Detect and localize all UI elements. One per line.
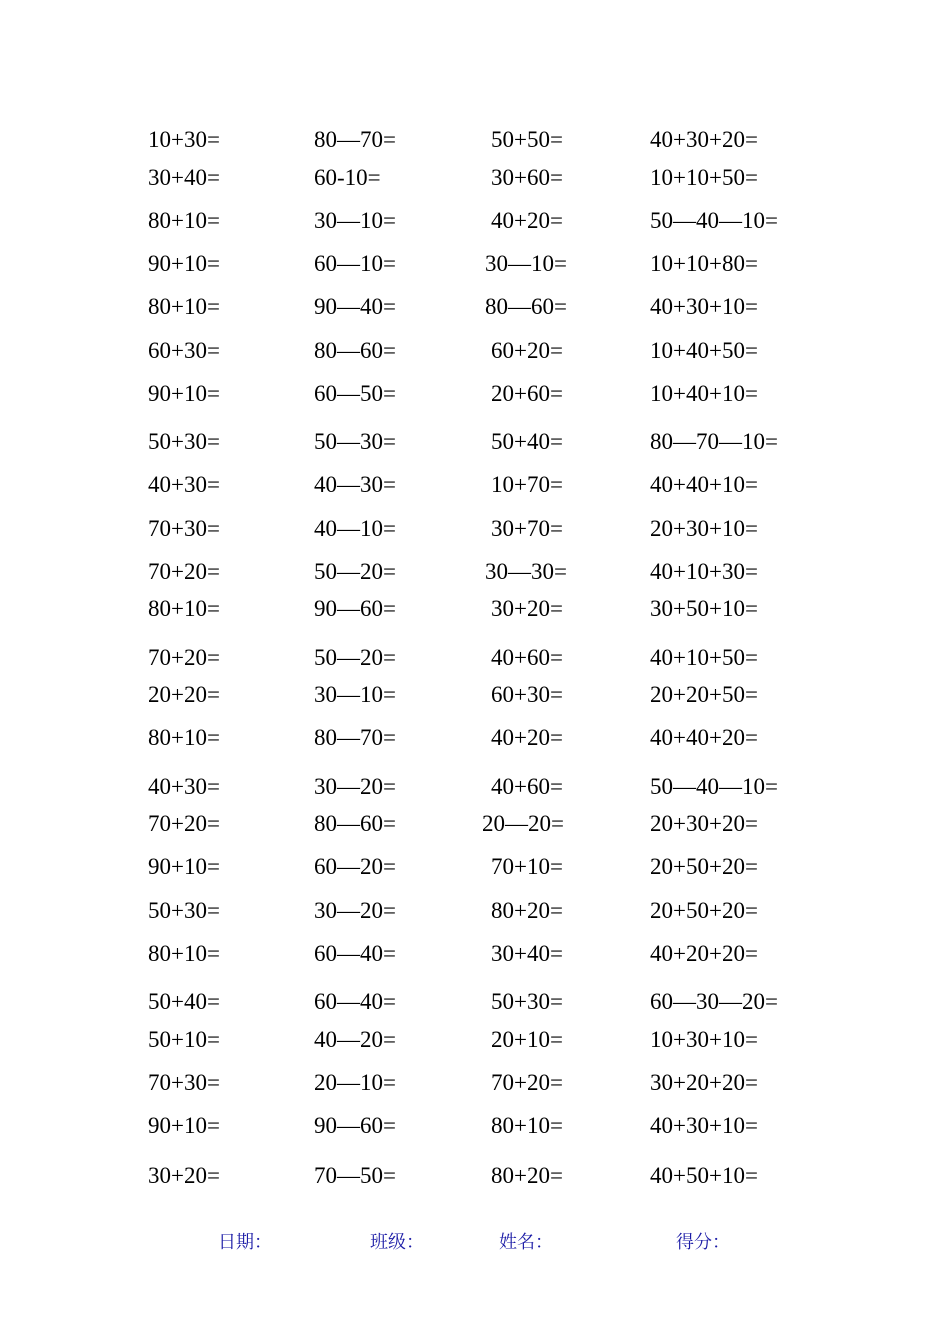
problem-cell: 70—50=	[314, 1163, 396, 1188]
problem-row	[0, 379, 950, 409]
problem-cell: 10+10+50=	[650, 165, 758, 190]
problem-cell: 80—70—10=	[650, 429, 778, 454]
problem-cell: 90—60=	[314, 1113, 396, 1138]
problem-cell: 40+50+10=	[650, 1163, 758, 1188]
problem-cell: 20—10=	[314, 1070, 396, 1095]
problem-cell: 70+20=	[491, 1070, 563, 1095]
problem-cell: 30+20=	[148, 1163, 220, 1188]
problem-cell: 70+10=	[491, 854, 563, 879]
problem-cell: 90+10=	[148, 251, 220, 276]
problem-cell: 30—30=	[485, 559, 567, 584]
problem-cell: 10+30+10=	[650, 1027, 758, 1052]
problem-row	[0, 809, 950, 839]
problem-row	[0, 772, 950, 802]
problem-cell: 40+30+20=	[650, 127, 758, 152]
problem-cell: 80—70=	[314, 127, 396, 152]
problem-cell: 30—20=	[314, 774, 396, 799]
problem-cell: 40+40+10=	[650, 472, 758, 497]
problem-row	[0, 594, 950, 624]
problem-row	[0, 336, 950, 366]
problem-cell: 50—30=	[314, 429, 396, 454]
problem-row	[0, 292, 950, 322]
problem-cell: 80+10=	[148, 294, 220, 319]
problem-cell: 40+30=	[148, 774, 220, 799]
problem-cell: 50+30=	[148, 898, 220, 923]
problem-cell: 40+10+50=	[650, 645, 758, 670]
problem-cell: 80—60=	[485, 294, 567, 319]
problem-cell: 20+50+20=	[650, 854, 758, 879]
problem-cell: 50—40—10=	[650, 208, 778, 233]
problem-cell: 50+50=	[491, 127, 563, 152]
problem-cell: 10+30=	[148, 127, 220, 152]
score-label: 得分：	[676, 1232, 730, 1253]
problem-row	[0, 249, 950, 279]
problem-row	[0, 206, 950, 236]
problem-cell: 80—60=	[314, 338, 396, 363]
problem-cell: 60—20=	[314, 854, 396, 879]
class-label: 班级：	[370, 1232, 424, 1253]
problem-cell: 90+10=	[148, 381, 220, 406]
problem-cell: 40+20=	[491, 725, 563, 750]
date-label: 日期：	[218, 1232, 272, 1253]
problem-cell: 30+40=	[491, 941, 563, 966]
problem-cell: 20+30+20=	[650, 811, 758, 836]
problem-cell: 90—40=	[314, 294, 396, 319]
problem-row	[0, 163, 950, 193]
problem-cell: 90+10=	[148, 1113, 220, 1138]
problem-row	[0, 723, 950, 753]
problem-cell: 40+20+20=	[650, 941, 758, 966]
problem-cell: 20+60=	[491, 381, 563, 406]
problem-cell: 30+20+20=	[650, 1070, 758, 1095]
problem-cell: 30+40=	[148, 165, 220, 190]
problem-cell: 60—10=	[314, 251, 396, 276]
problem-row	[0, 1068, 950, 1098]
problem-cell: 40+60=	[491, 774, 563, 799]
problem-cell: 40—30=	[314, 472, 396, 497]
problem-cell: 80+20=	[491, 898, 563, 923]
problem-cell: 10+70=	[491, 472, 563, 497]
problem-cell: 60—50=	[314, 381, 396, 406]
problem-cell: 70+20=	[148, 645, 220, 670]
problem-cell: 50—20=	[314, 559, 396, 584]
problem-cell: 10+10+80=	[650, 251, 758, 276]
problem-row	[0, 987, 950, 1017]
problem-row	[0, 1111, 950, 1141]
problem-cell: 30—10=	[485, 251, 567, 276]
problem-cell: 40+40+20=	[650, 725, 758, 750]
problem-cell: 20+30+10=	[650, 516, 758, 541]
problem-cell: 80+20=	[491, 1163, 563, 1188]
problem-cell: 20—20=	[482, 811, 564, 836]
problem-cell: 70+20=	[148, 811, 220, 836]
problem-cell: 80+10=	[491, 1113, 563, 1138]
problem-row	[0, 896, 950, 926]
problem-cell: 40+30+10=	[650, 294, 758, 319]
problem-cell: 50+40=	[148, 989, 220, 1014]
problem-cell: 40—10=	[314, 516, 396, 541]
problem-row	[0, 939, 950, 969]
problem-cell: 40+60=	[491, 645, 563, 670]
problem-cell: 60—30—20=	[650, 989, 778, 1014]
problem-cell: 60+30=	[148, 338, 220, 363]
problem-cell: 60—40=	[314, 941, 396, 966]
problem-cell: 70+30=	[148, 516, 220, 541]
problem-cell: 30+60=	[491, 165, 563, 190]
problem-cell: 50—20=	[314, 645, 396, 670]
problem-cell: 20+50+20=	[650, 898, 758, 923]
problem-cell: 20+20+50=	[650, 682, 758, 707]
problem-cell: 80+10=	[148, 208, 220, 233]
problem-cell: 80—70=	[314, 725, 396, 750]
problem-cell: 30—10=	[314, 682, 396, 707]
problem-row	[0, 643, 950, 673]
problem-cell: 70+20=	[148, 559, 220, 584]
problem-cell: 50+30=	[148, 429, 220, 454]
problem-cell: 40+10+30=	[650, 559, 758, 584]
problem-cell: 60-10=	[314, 165, 381, 190]
problem-cell: 10+40+10=	[650, 381, 758, 406]
problem-cell: 80+10=	[148, 725, 220, 750]
problem-cell: 40+30=	[148, 472, 220, 497]
problem-cell: 20+10=	[491, 1027, 563, 1052]
problem-cell: 90—60=	[314, 596, 396, 621]
problem-cell: 30—10=	[314, 208, 396, 233]
problem-row	[0, 557, 950, 587]
problem-cell: 70+30=	[148, 1070, 220, 1095]
problem-cell: 50+30=	[491, 989, 563, 1014]
problem-cell: 60+20=	[491, 338, 563, 363]
problem-cell: 80—60=	[314, 811, 396, 836]
problem-row	[0, 470, 950, 500]
problem-cell: 30—20=	[314, 898, 396, 923]
problem-cell: 50+40=	[491, 429, 563, 454]
problem-row	[0, 125, 950, 155]
problem-row	[0, 514, 950, 544]
problem-row	[0, 680, 950, 710]
problem-row	[0, 852, 950, 882]
problem-cell: 40+20=	[491, 208, 563, 233]
problem-cell: 50+10=	[148, 1027, 220, 1052]
problem-cell: 10+40+50=	[650, 338, 758, 363]
problem-cell: 30+50+10=	[650, 596, 758, 621]
problem-cell: 50—40—10=	[650, 774, 778, 799]
problem-cell: 80+10=	[148, 596, 220, 621]
problem-row	[0, 427, 950, 457]
problem-cell: 30+70=	[491, 516, 563, 541]
problem-cell: 80+10=	[148, 941, 220, 966]
problem-cell: 40—20=	[314, 1027, 396, 1052]
problem-cell: 60—40=	[314, 989, 396, 1014]
problem-cell: 40+30+10=	[650, 1113, 758, 1138]
problem-cell: 20+20=	[148, 682, 220, 707]
problem-cell: 90+10=	[148, 854, 220, 879]
problem-cell: 30+20=	[491, 596, 563, 621]
name-label: 姓名：	[499, 1232, 553, 1253]
problem-row	[0, 1025, 950, 1055]
problem-cell: 60+30=	[491, 682, 563, 707]
problem-row	[0, 1161, 950, 1191]
worksheet-footer	[0, 1228, 950, 1258]
